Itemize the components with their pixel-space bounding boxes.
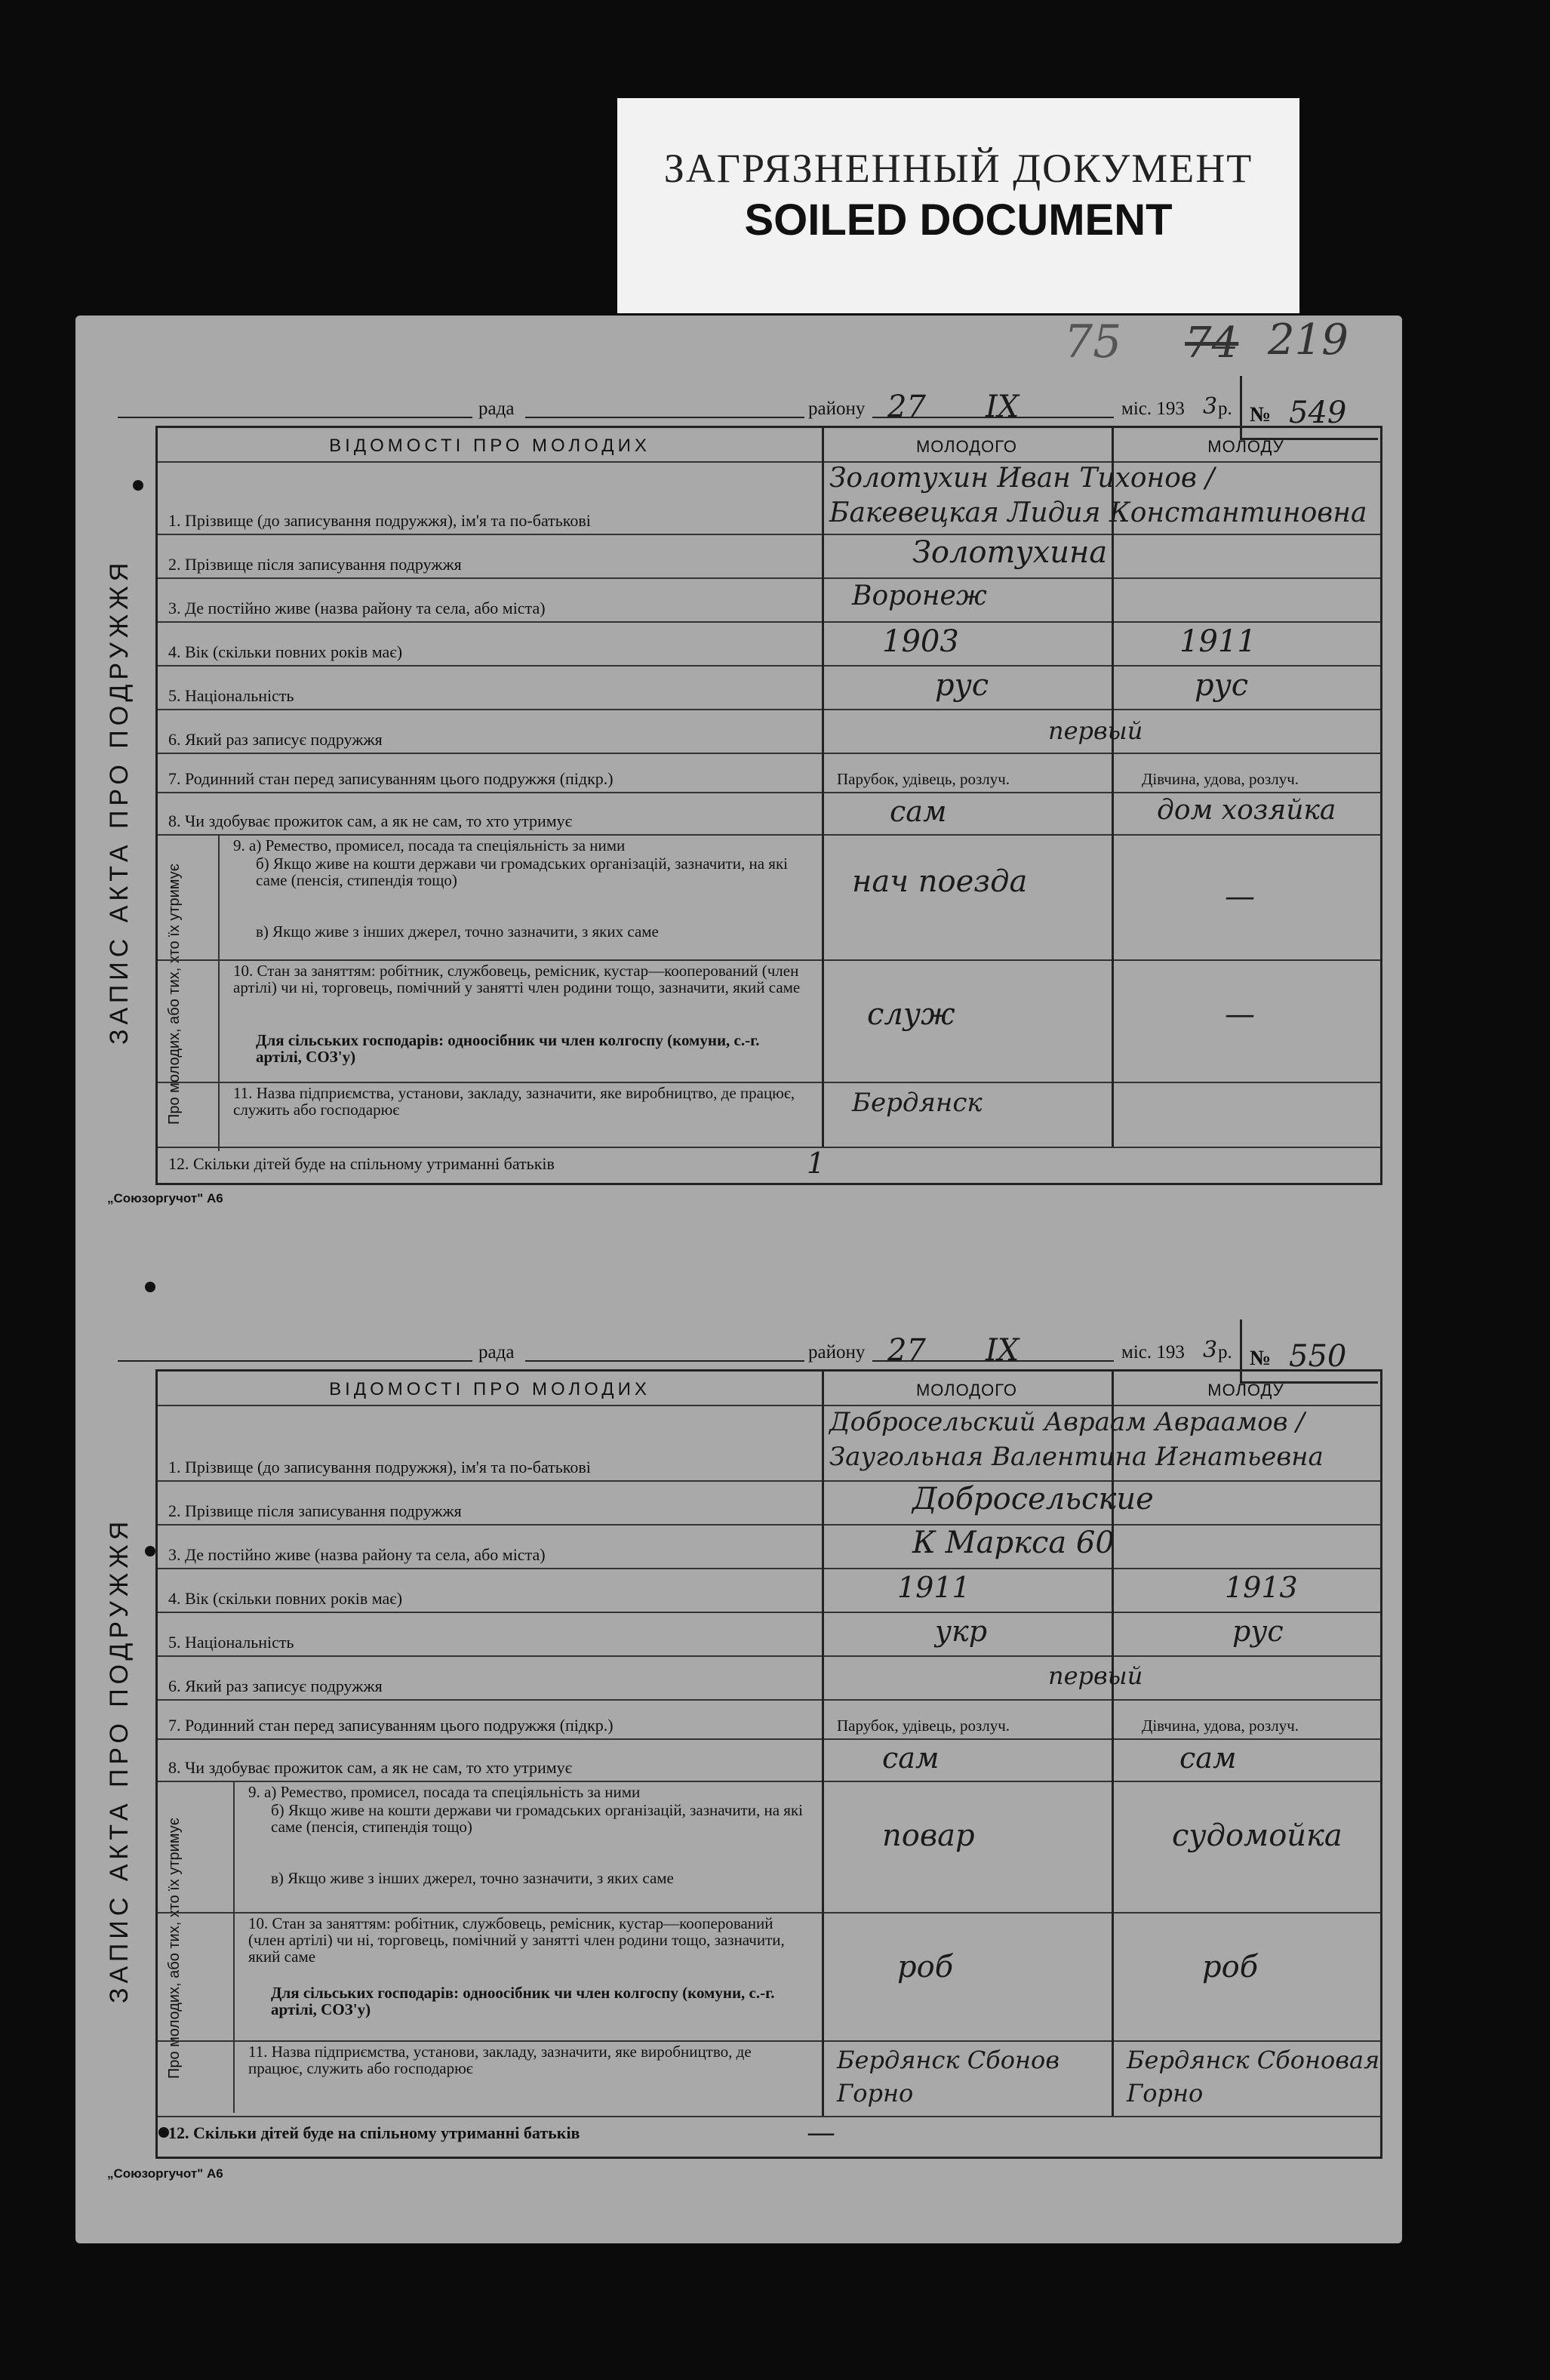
record-year: 3	[1203, 1337, 1218, 1363]
record-day: 27	[887, 389, 926, 424]
record-header	[118, 1327, 1370, 1369]
side-label: ЗАПИС АКТА ПРО ПОДРУЖЖЯ	[105, 1516, 134, 2004]
record-table	[105, 426, 1382, 1185]
rayonu-label: району	[808, 1342, 866, 1362]
row-age	[158, 1568, 1380, 1613]
row-after-name	[158, 1480, 1380, 1526]
row-times	[158, 709, 1380, 754]
bride-state-options: Дівчина, удова, розлуч.	[1142, 770, 1299, 788]
groom-nationality: рус	[935, 668, 989, 703]
row-label: 6. Який раз записує подружжя	[168, 1676, 383, 1695]
marriage-count: первый	[1048, 716, 1143, 745]
row-marital-state	[158, 1699, 1380, 1740]
row-workplace	[158, 1082, 1380, 1148]
children-count: 1	[807, 1147, 826, 1180]
groom-name: Добросельский Авраам Авраамов	[829, 1407, 1288, 1437]
groom-occupation: повар	[882, 1818, 975, 1853]
row-employment	[158, 959, 1380, 1083]
label-russian: ЗАГРЯЗНЕННЫЙ ДОКУМЕНТ	[663, 146, 1253, 191]
mis-label: міс. 193	[1121, 399, 1185, 419]
groom-occupation: нач поезда	[852, 864, 1028, 899]
row-label: 7. Родинний стан перед записуванням цього подружжя (підкр.)	[168, 1716, 614, 1735]
row-label: 5. Національність	[168, 1633, 294, 1652]
row-label: б) Якщо живе на кошти держави чи громадських організацій, зазначити, на які саме (пенсія, стипендія тощо)	[271, 1801, 803, 1836]
row-label: 4. Вік (скільки повних років має)	[168, 1589, 403, 1608]
row-label: 8. Чи здобуває прожиток сам, а як не сам, то хто утримує	[168, 1758, 573, 1777]
bride-status: —	[1225, 997, 1255, 1032]
record-year: 3	[1203, 393, 1218, 420]
archive-number-a: 75	[1064, 316, 1122, 368]
record-header	[118, 383, 1370, 426]
row-label: 2. Прізвище після записування подружжя	[168, 555, 462, 574]
row-label: 7. Родинний стан перед записуванням цього подружжя (підкр.)	[168, 769, 614, 788]
row-label: 2. Прізвище після записування подружжя	[168, 1501, 462, 1520]
row-nationality	[158, 1612, 1380, 1657]
col-groom-header: МОЛОДОГО	[915, 1381, 1018, 1399]
archive-number-b: 74	[1185, 319, 1239, 368]
side-sublabel: Про молодих, або тих, хто їх утримує	[166, 1818, 183, 2079]
groom-status: служ	[867, 997, 955, 1032]
row-label: 10. Стан за заняттям: робітник, службовець, ремісник, кустар—кооперований (член артілі) чи ні, торговець, помічний у занятті член родини тощо, зазначити, який саме	[248, 1914, 785, 1966]
record-month: IX	[986, 389, 1019, 424]
row-label: 6. Який раз записує подружжя	[168, 730, 383, 749]
groom-workplace: Бердянск Сбонов Горно	[837, 2046, 1059, 2108]
paper-sheet	[75, 316, 1402, 2243]
residence: К Маркса 60	[912, 1526, 1115, 1560]
bride-nationality: рус	[1232, 1615, 1284, 1648]
row-children	[158, 1147, 1380, 1180]
groom-name: Золотухин Иван Тихонов	[829, 463, 1197, 494]
row-children	[158, 2116, 1380, 2151]
mis-label: міс. 193	[1121, 1342, 1185, 1362]
groom-age: 1903	[882, 624, 959, 659]
col-bride-header: МОЛОДУ	[1207, 1381, 1284, 1399]
row-label: 8. Чи здобуває прожиток сам, а як не сам, то хто утримує	[168, 811, 573, 830]
row-label: Для сільських господарів: одноосібник чи член колгоспу (комуни, с.-г. артілі, СОЗ'у)	[271, 1984, 775, 2018]
row-label: б) Якщо живе на кошти держави чи громадських організацій, зазначити, на які саме (пенсія, стипендія тощо)	[256, 854, 788, 889]
soiled-document-label	[617, 98, 1299, 313]
row-label: 10. Стан за заняттям: робітник, службовець, ремісник, кустар—кооперований (член артілі) чи ні, торговець, помічний у занятті член родини тощо, зазначити, який саме	[233, 962, 801, 996]
rik-label: р.	[1218, 399, 1232, 419]
row-after-name	[158, 534, 1380, 579]
bride-age: 1911	[1179, 624, 1256, 659]
bride-state-options: Дівчина, удова, розлуч.	[1142, 1716, 1299, 1735]
row-label: 11. Назва підприємства, установи, закладу, зазначити, яке виробництво, де працює, служить або господарює	[233, 1084, 795, 1119]
record-number: 549	[1289, 396, 1347, 430]
row-occupation	[158, 1781, 1380, 1914]
row-label: 5. Національність	[168, 686, 294, 705]
bride-age: 1913	[1225, 1571, 1298, 1604]
printer-mark: „Союзоргучот" А6	[107, 1191, 223, 1205]
bride-support: дом хозяйка	[1157, 795, 1336, 826]
table-head-row	[158, 428, 1380, 463]
number-sign: №	[1250, 1347, 1272, 1370]
row-residence	[158, 1524, 1380, 1569]
punch-hole	[145, 1282, 155, 1292]
rayonu-label: району	[808, 399, 866, 419]
col-bride-header: МОЛОДУ	[1207, 437, 1284, 456]
groom-workplace: Бердянск	[852, 1088, 983, 1118]
row-occupation	[158, 834, 1380, 961]
bride-name: Заугольная Валентина Игнатьевна	[829, 1442, 1324, 1472]
row-label: 11. Назва підприємства, установи, закладу, зазначити, яке виробництво, де працює, служить або господарює	[248, 2043, 752, 2077]
marriage-record-1	[103, 383, 1385, 1206]
groom-age: 1911	[897, 1571, 970, 1604]
row-label: 12. Скільки дітей буде на спільному утриманні батьків	[168, 2123, 580, 2142]
side-sublabel: Про молодих, або тих, хто їх утримує	[166, 864, 183, 1125]
bride-workplace: Бердянск Сбоновая Горно	[1127, 2046, 1380, 2108]
row-name	[158, 461, 1380, 535]
row-label: 4. Вік (скільки повних років має)	[168, 642, 403, 661]
row-nationality	[158, 665, 1380, 710]
rada-label: рада	[478, 399, 515, 419]
row-label: 3. Де постійно живе (назва району та села, або міста)	[168, 599, 546, 617]
row-label: 12. Скільки дітей буде на спільному утриманні батьків	[168, 1154, 555, 1173]
table-head-row	[158, 1372, 1380, 1406]
marriage-record-2	[103, 1327, 1385, 2195]
groom-state-options: Парубок, удівець, розлуч.	[837, 770, 1010, 788]
residence: Воронеж	[852, 580, 987, 611]
rik-label: р.	[1218, 1342, 1232, 1362]
row-residence	[158, 577, 1380, 623]
surname-after: Добросельские	[912, 1482, 1154, 1516]
bride-name: Бакевецкая Лидия Константиновна	[829, 497, 1367, 528]
marriage-count: первый	[1048, 1661, 1143, 1690]
row-label: 3. Де постійно живе (назва району та села, або міста)	[168, 1545, 546, 1564]
rada-label: рада	[478, 1342, 515, 1362]
groom-state-options: Парубок, удівець, розлуч.	[837, 1716, 1010, 1735]
groom-nationality: укр	[935, 1615, 988, 1648]
bride-occupation: судомойка	[1172, 1818, 1342, 1853]
row-name	[158, 1405, 1380, 1482]
row-label: 9. а) Ремество, промисел, посада та спеціяльність за ними	[248, 1783, 641, 1801]
row-label: 1. Прізвище (до записування подружжя), ім'я та по-батькові	[168, 1458, 591, 1476]
printer-mark: „Союзоргучот" А6	[107, 2166, 223, 2181]
row-label: в) Якщо живе з інших джерел, точно зазначити, з яких саме	[256, 922, 659, 941]
row-employment	[158, 1912, 1380, 2042]
bride-status: роб	[1202, 1950, 1259, 1984]
names-handwritten: Добросельский Авраам Авраамов / Заугольная Валентина Игнатьевна	[829, 1407, 1324, 1472]
groom-support: сам	[890, 795, 947, 828]
row-label: Для сільських господарів: одноосібник чи член колгоспу (комуни, с.-г. артілі, СОЗ'у)	[256, 1031, 760, 1066]
table-title: ВІДОМОСТІ ПРО МОЛОДИХ	[329, 436, 650, 456]
side-label: ЗАПИС АКТА ПРО ПОДРУЖЖЯ	[105, 558, 134, 1045]
names-handwritten: Золотухин Иван Тихонов / Бакевецкая Лидия Константиновна	[829, 463, 1367, 528]
archive-number-c: 219	[1268, 316, 1349, 365]
bride-occupation: —	[1225, 879, 1255, 914]
table-title: ВІДОМОСТІ ПРО МОЛОДИХ	[329, 1379, 650, 1399]
record-month: IX	[986, 1333, 1019, 1368]
bride-support: сам	[1179, 1741, 1237, 1775]
row-age	[158, 621, 1380, 667]
row-times	[158, 1655, 1380, 1701]
bride-nationality: рус	[1195, 668, 1249, 703]
label-english: SOILED DOCUMENT	[744, 196, 1173, 245]
row-label: 1. Прізвище (до записування подружжя), ім'я та по-батькові	[168, 511, 591, 530]
groom-status: роб	[897, 1950, 954, 1984]
col-groom-header: МОЛОДОГО	[915, 437, 1018, 456]
surname-after: Золотухина	[912, 535, 1108, 570]
record-day: 27	[887, 1333, 926, 1368]
row-support	[158, 1738, 1380, 1782]
row-label: в) Якщо живе з інших джерел, точно зазначити, з яких саме	[271, 1869, 674, 1887]
record-number: 550	[1289, 1339, 1347, 1374]
children-count: —	[807, 2116, 835, 2149]
groom-support: сам	[882, 1741, 940, 1775]
row-support	[158, 792, 1380, 836]
row-marital-state	[158, 753, 1380, 793]
record-table	[105, 1369, 1382, 2159]
number-sign: №	[1250, 403, 1272, 426]
row-workplace	[158, 2040, 1380, 2117]
row-label: 9. а) Ремество, промисел, посада та спеціяльність за ними	[233, 836, 626, 854]
